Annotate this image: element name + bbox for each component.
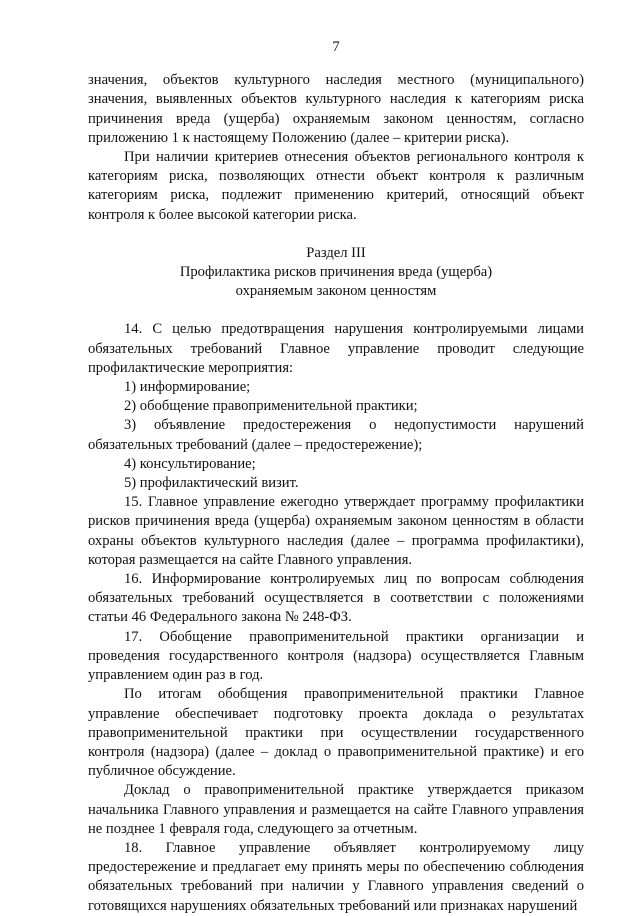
paragraph-report-approval: Доклад о правоприменительной практике утверждается приказом начальника Главного управления и размещается на сайте Главного управления не позднее 1 февраля года, следующего за отчетным. — [88, 782, 584, 837]
paragraph-item-16: 16. Информирование контролируемых лиц по вопросам соблюдения обязательных требований осуществляется в соответствии с положениями статьи 46 Федерального закона № 248-ФЗ. — [88, 571, 584, 626]
paragraph-item-17: 17. Обобщение правоприменительной практики организации и проведения государственного контроля (надзора) осуществляется Главным управлением один раз в год. — [88, 628, 584, 684]
paragraph-item-15: 15. Главное управление ежегодно утверждает программу профилактики рисков причинения вреда (ущерба) охраняемым законом ценностям в области охраны объектов культурного наследия (далее – программа профилактики), которая размещается на сайте Главного управления. — [88, 494, 584, 568]
document-page — [88, 38, 584, 916]
section-heading — [88, 244, 584, 302]
list-item-informing: 1) информирование; — [124, 379, 251, 396]
section-title-line-1: Профилактика рисков причинения вреда (ущерба) — [179, 264, 493, 281]
page-number: 7 — [332, 39, 340, 55]
paragraph-continuation: значения, объектов культурного наследия местного (муниципального) значения, выявленных объектов культурного наследия к категориям риска причинения вреда (ущерба) охраняемым законом ценностям, согласно приложению 1 к настоящему Положению (далее – критерии риска). — [88, 72, 584, 146]
paragraph-item-18: 18. Главное управление объявляет контролируемому лицу предостережение и предлагает ему принять меры по обеспечению соблюдения обязательных требований при наличии у Главного управления сведений о готовящихся нарушениях обязательных требований или признаках нарушений — [88, 839, 584, 914]
list-item-warning: 3) объявление предостережения о недопустимости нарушений обязательных требований (далее – предостережение); — [88, 417, 584, 453]
paragraph-item-14: 14. С целью предотвращения нарушения контролируемыми лицами обязательных требований Главное управление проводит следующие профилактические мероприятия: — [88, 321, 584, 376]
paragraph-report-preparation: По итогам обобщения правоприменительной практики Главное управление обеспечивает подготовку проекта доклада о результатах правоприменительной практики при осуществлении государственного контроля (надзора) (далее – доклад о правоприменительной практике) и его публичное обсуждение. — [88, 686, 584, 780]
section-number: Раздел III — [306, 244, 366, 261]
list-item-consulting: 4) консультирование; — [124, 455, 256, 472]
section-title-line-2: охраняемым законом ценностям — [235, 283, 437, 300]
paragraph-risk-criteria: При наличии критериев отнесения объектов регионального контроля к категориям риска, позволяющих отнести объект контроля к различным категориям риска, подлежит применению критерий, относящий объект контроля к более высокой категории риска. — [88, 149, 584, 223]
list-item-preventive-visit: 5) профилактический визит. — [124, 475, 299, 492]
list-item-practice-generalization: 2) обобщение правоприменительной практики; — [124, 398, 418, 415]
